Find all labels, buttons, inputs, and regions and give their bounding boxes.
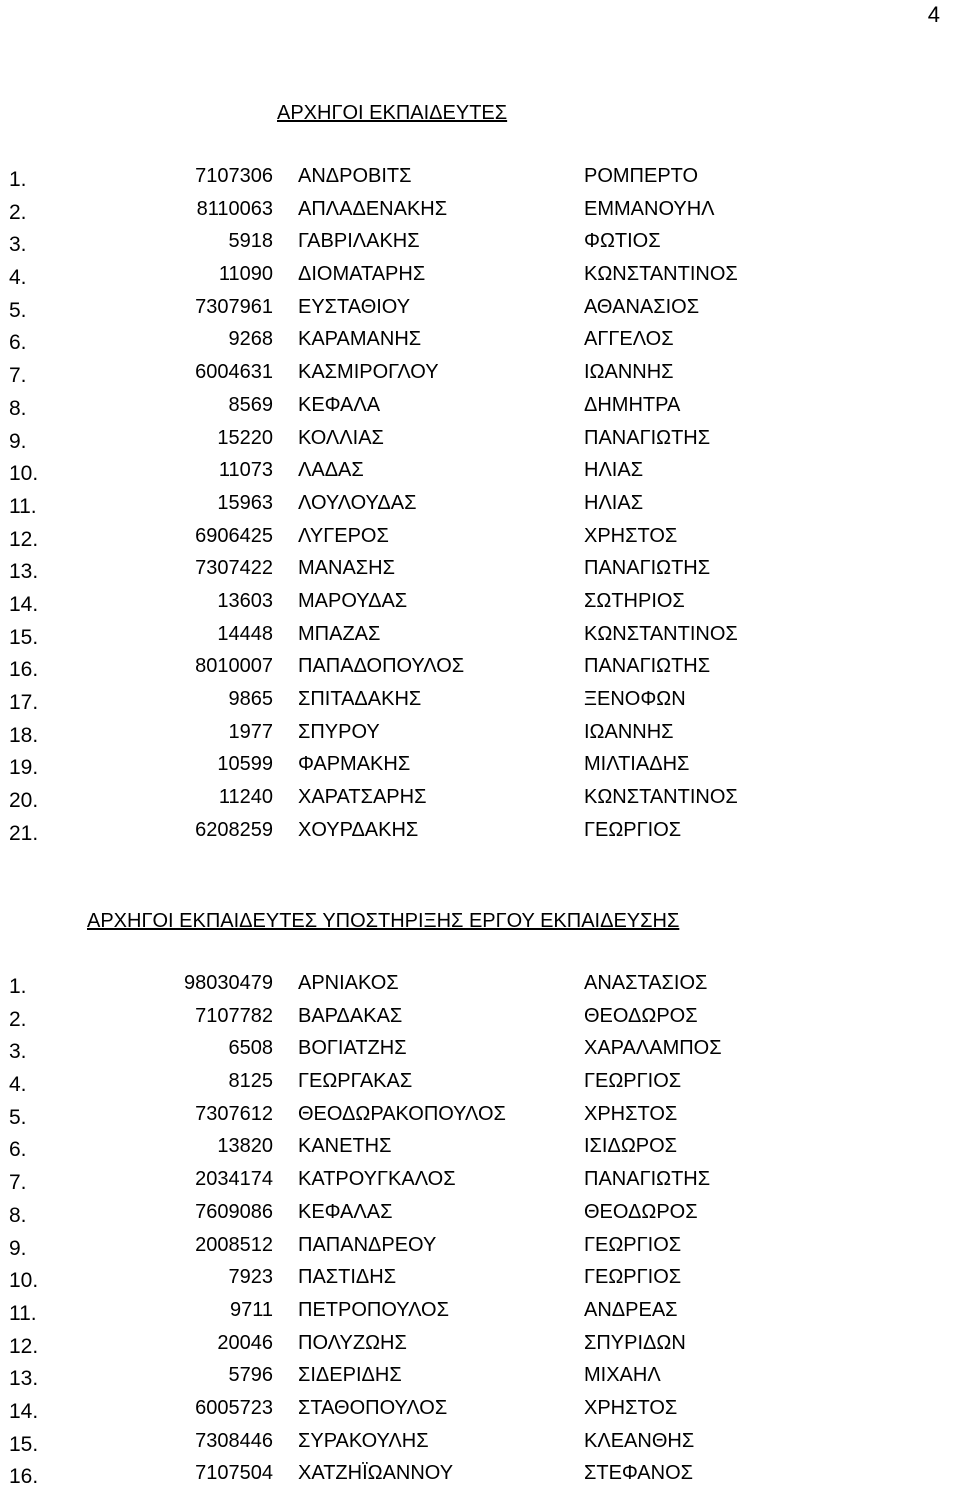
surname: ΛΟΥΛΟΥΔΑΣ	[298, 491, 417, 514]
row-index: 7.	[9, 364, 27, 388]
first-name: ΓΕΩΡΓΙΟΣ	[584, 1266, 682, 1289]
first-name: ΑΓΓΕΛΟΣ	[584, 328, 674, 351]
registry-number: 20046	[217, 1331, 273, 1354]
first-name: ΙΩΑΝΝΗΣ	[584, 720, 674, 743]
row-index: 14.	[9, 1399, 39, 1423]
list-item	[0, 719, 960, 752]
registry-number: 7308446	[195, 1429, 273, 1452]
first-name: ΜΙΛΤΙΑΔΗΣ	[584, 753, 690, 776]
registry-number: 8110063	[196, 197, 273, 220]
registry-number: 7923	[228, 1266, 273, 1289]
surname: ΓΕΩΡΓΑΚΑΣ	[298, 1070, 413, 1093]
surname: ΧΟΥΡΔΑΚΗΣ	[298, 818, 419, 841]
first-name: ΓΕΩΡΓΙΟΣ	[584, 1233, 682, 1256]
first-name: ΜΙΧΑΗΛ	[584, 1364, 661, 1387]
row-index: 1.	[9, 168, 27, 191]
list-item	[0, 1395, 960, 1428]
surname: ΚΟΛΛΙΑΣ	[298, 426, 384, 449]
first-name: ΕΜΜΑΝΟΥΗΛ	[584, 197, 715, 220]
list-item	[0, 1133, 960, 1166]
list-item	[0, 653, 960, 686]
list-item	[0, 294, 960, 327]
row-index: 12.	[9, 527, 39, 551]
list-item	[0, 555, 960, 588]
surname: ΧΑΡΑΤΣΑΡΗΣ	[298, 786, 427, 809]
registry-number: 10599	[217, 753, 273, 776]
surname: ΣΥΡΑΚΟΥΛΗΣ	[298, 1429, 429, 1452]
surname: ΚΕΦΑΛΑ	[298, 393, 381, 416]
list-item	[0, 163, 960, 196]
surname: ΣΙΔΕΡΙΔΗΣ	[298, 1364, 402, 1387]
list-item	[0, 392, 960, 425]
registry-number: 9711	[229, 1298, 273, 1321]
row-index: 12.	[9, 1334, 39, 1358]
first-name: ΘΕΟΔΩΡΟΣ	[584, 1004, 698, 1027]
list-item	[0, 523, 960, 556]
list-item	[0, 1460, 960, 1493]
row-index: 18.	[9, 723, 39, 747]
first-name: ΓΕΩΡΓΙΟΣ	[584, 1070, 682, 1093]
row-index: 10.	[9, 462, 39, 486]
first-name: ΦΩΤΙΟΣ	[584, 230, 661, 253]
registry-number: 9268	[228, 328, 273, 351]
surname: ΠΕΤΡΟΠΟΥΛΟΣ	[298, 1298, 449, 1321]
list-item	[0, 490, 960, 523]
registry-number: 7107306	[195, 165, 273, 187]
row-index: 10.	[9, 1269, 39, 1293]
instructors-list	[0, 163, 960, 849]
row-index: 5.	[9, 298, 27, 322]
first-name: ΙΣΙΔΩΡΟΣ	[584, 1135, 678, 1158]
row-index: 20.	[9, 789, 39, 813]
list-item	[0, 425, 960, 458]
first-name: ΠΑΝΑΓΙΩΤΗΣ	[584, 1168, 711, 1191]
row-index: 8.	[9, 1203, 27, 1227]
row-index: 6.	[9, 331, 27, 355]
first-name: ΑΝΔΡΕΑΣ	[584, 1298, 678, 1321]
first-name: ΙΩΑΝΝΗΣ	[584, 361, 674, 384]
row-index: 13.	[9, 1367, 39, 1391]
registry-number: 11240	[218, 786, 273, 809]
registry-number: 5796	[228, 1364, 273, 1387]
list-item	[0, 1166, 960, 1199]
registry-number: 5918	[228, 230, 273, 253]
first-name: ΚΛΕΑΝΘΗΣ	[584, 1429, 695, 1452]
first-name: ΗΛΙΑΣ	[584, 491, 644, 514]
first-name: ΧΡΗΣΤΟΣ	[584, 1396, 678, 1419]
registry-number: 1977	[228, 720, 273, 743]
surname: ΑΝΔΡΟΒΙΤΣ	[298, 165, 412, 187]
first-name: ΗΛΙΑΣ	[584, 459, 644, 482]
list-item	[0, 228, 960, 261]
list-item	[0, 359, 960, 392]
list-item	[0, 784, 960, 817]
first-name: ΓΕΩΡΓΙΟΣ	[584, 818, 682, 841]
registry-number: 15963	[217, 491, 273, 514]
list-item	[0, 1297, 960, 1330]
list-item	[0, 588, 960, 621]
registry-number: 14448	[217, 622, 273, 645]
registry-number: 7307612	[195, 1102, 273, 1125]
registry-number: 9865	[228, 688, 273, 710]
row-index: 4.	[9, 266, 27, 290]
first-name: ΚΩΝΣΤΑΝΤΙΝΟΣ	[584, 786, 738, 809]
row-index: 2.	[9, 1007, 27, 1031]
surname: ΔΙΟΜΑΤΑΡΗΣ	[298, 263, 426, 286]
surname: ΕΥΣΤΑΘΙΟΥ	[298, 295, 411, 318]
surname: ΦΑΡΜΑΚΗΣ	[298, 753, 411, 776]
registry-number: 7609086	[195, 1200, 273, 1223]
registry-number: 8569	[228, 393, 273, 416]
row-index: 15.	[9, 625, 39, 649]
row-index: 21.	[9, 821, 39, 845]
first-name: ΧΡΗΣΤΟΣ	[584, 1102, 678, 1125]
first-name: ΚΩΝΣΤΑΝΤΙΝΟΣ	[584, 263, 738, 286]
row-index: 3.	[9, 1040, 27, 1064]
list-item	[0, 1362, 960, 1395]
row-index: 19.	[9, 756, 39, 780]
registry-number: 7107504	[195, 1462, 273, 1485]
list-item	[0, 686, 960, 719]
first-name: ΧΑΡΑΛΑΜΠΟΣ	[584, 1037, 722, 1060]
surname: ΣΠΥΡΟΥ	[298, 720, 380, 743]
registry-number: 6208259	[195, 818, 273, 841]
first-name: ΠΑΝΑΓΙΩΤΗΣ	[584, 426, 711, 449]
registry-number: 7107782	[195, 1004, 273, 1027]
list-item	[0, 1264, 960, 1297]
row-index: 6.	[9, 1138, 27, 1162]
row-index: 14.	[9, 592, 39, 616]
surname: ΑΠΛΑΔΕΝΑΚΗΣ	[298, 197, 448, 220]
registry-number: 15220	[217, 426, 273, 449]
surname: ΒΑΡΔΑΚΑΣ	[298, 1004, 403, 1027]
row-index: 3.	[9, 233, 27, 257]
row-index: 1.	[9, 975, 27, 998]
list-item	[0, 621, 960, 654]
first-name: ΑΝΑΣΤΑΣΙΟΣ	[584, 972, 708, 994]
list-item	[0, 1101, 960, 1134]
registry-number: 8125	[228, 1070, 273, 1093]
registry-number: 7307961	[195, 295, 273, 318]
support-instructors-list	[0, 970, 960, 1493]
list-item	[0, 817, 960, 850]
row-index: 17.	[9, 691, 39, 714]
registry-number: 11090	[218, 263, 273, 286]
row-index: 11.	[9, 1301, 37, 1325]
list-item	[0, 326, 960, 359]
row-index: 9.	[9, 1236, 27, 1260]
surname: ΠΑΣΤΙΔΗΣ	[298, 1266, 397, 1289]
surname: ΣΠΙΤΑΔΑΚΗΣ	[298, 688, 422, 710]
list-item	[0, 1428, 960, 1461]
page-number: 4	[927, 2, 940, 27]
surname: ΑΡΝΙΑΚΟΣ	[298, 972, 399, 994]
registry-number: 6508	[228, 1037, 273, 1060]
list-item	[0, 261, 960, 294]
list-item	[0, 1035, 960, 1068]
list-item	[0, 196, 960, 229]
registry-number: 13820	[217, 1135, 273, 1158]
surname: ΧΑΤΖΗΪΩΑΝΝΟΥ	[298, 1462, 454, 1485]
surname: ΛΑΔΑΣ	[298, 459, 364, 482]
surname: ΠΑΠΑΔΟΠΟΥΛΟΣ	[298, 655, 465, 678]
registry-number: 2034174	[195, 1168, 273, 1191]
surname: ΠΟΛΥΖΩΗΣ	[298, 1331, 407, 1354]
first-name: ΧΡΗΣΤΟΣ	[584, 524, 678, 547]
row-index: 15.	[9, 1432, 39, 1456]
surname: ΜΠΑΖΑΣ	[298, 622, 381, 645]
row-index: 8.	[9, 396, 27, 420]
registry-number: 8010007	[195, 655, 273, 678]
list-item	[0, 1199, 960, 1232]
surname: ΘΕΟΔΩΡΑΚΟΠΟΥΛΟΣ	[298, 1102, 506, 1125]
list-item	[0, 970, 960, 1003]
registry-number: 11073	[218, 459, 273, 482]
row-index: 13.	[9, 560, 39, 584]
registry-number: 6004631	[195, 361, 273, 384]
surname: ΚΑΝΕΤΗΣ	[298, 1135, 392, 1158]
list-item	[0, 1330, 960, 1363]
row-index: 16.	[9, 1465, 39, 1489]
surname: ΜΑΡΟΥΔΑΣ	[298, 589, 408, 612]
row-index: 2.	[9, 200, 27, 224]
surname: ΠΑΠΑΝΔΡΕΟΥ	[298, 1233, 437, 1256]
surname: ΚΑΡΑΜΑΝΗΣ	[298, 328, 422, 351]
surname: ΣΤΑΘΟΠΟΥΛΟΣ	[298, 1396, 448, 1419]
first-name: ΣΠΥΡΙΔΩΝ	[584, 1331, 686, 1354]
row-index: 16.	[9, 658, 39, 682]
row-index: 4.	[9, 1073, 27, 1097]
first-name: ΞΕΝΟΦΩΝ	[584, 688, 686, 710]
surname: ΚΑΣΜΙΡΟΓΛΟΥ	[298, 361, 439, 384]
list-item	[0, 751, 960, 784]
first-name: ΚΩΝΣΤΑΝΤΙΝΟΣ	[584, 622, 738, 645]
surname: ΒΟΓΙΑΤΖΗΣ	[298, 1037, 407, 1060]
row-index: 11.	[9, 494, 37, 518]
first-name: ΔΗΜΗΤΡΑ	[584, 393, 681, 416]
registry-number: 2008512	[195, 1233, 273, 1256]
list-item	[0, 457, 960, 490]
surname: ΚΑΤΡΟΥΓΚΑΛΟΣ	[298, 1168, 456, 1191]
list-item	[0, 1232, 960, 1265]
first-name: ΑΘΑΝΑΣΙΟΣ	[584, 295, 700, 318]
surname: ΛΥΓΕΡΟΣ	[298, 524, 389, 547]
first-name: ΘΕΟΔΩΡΟΣ	[584, 1200, 698, 1223]
list-item	[0, 1068, 960, 1101]
first-name: ΠΑΝΑΓΙΩΤΗΣ	[584, 557, 711, 580]
registry-number: 98030479	[184, 972, 273, 994]
surname: ΓΑΒΡΙΛΑΚΗΣ	[298, 230, 420, 253]
first-name: ΣΩΤΗΡΙΟΣ	[584, 589, 685, 612]
registry-number: 6906425	[195, 524, 273, 547]
section-title-support-instructors: ΑΡΧΗΓΟΙ ΕΚΠΑΙΔΕΥΤΕΣ ΥΠΟΣΤΗΡΙΞΗΣ ΕΡΓΟΥ ΕΚΠΑΙΔΕΥΣΗΣ	[87, 910, 680, 932]
registry-number: 13603	[217, 589, 273, 612]
registry-number: 6005723	[195, 1396, 273, 1419]
surname: ΜΑΝΑΣΗΣ	[298, 557, 395, 580]
row-index: 9.	[9, 429, 27, 453]
registry-number: 7307422	[195, 557, 273, 580]
surname: ΚΕΦΑΛΑΣ	[298, 1200, 393, 1223]
first-name: ΣΤΕΦΑΝΟΣ	[584, 1462, 694, 1485]
row-index: 7.	[9, 1171, 27, 1195]
first-name: ΠΑΝΑΓΙΩΤΗΣ	[584, 655, 711, 678]
row-index: 5.	[9, 1105, 27, 1129]
first-name: ΡΟΜΠΕΡΤΟ	[584, 165, 699, 187]
section-title-instructors: ΑΡΧΗΓΟΙ ΕΚΠΑΙΔΕΥΤΕΣ	[277, 102, 508, 124]
list-item	[0, 1003, 960, 1036]
